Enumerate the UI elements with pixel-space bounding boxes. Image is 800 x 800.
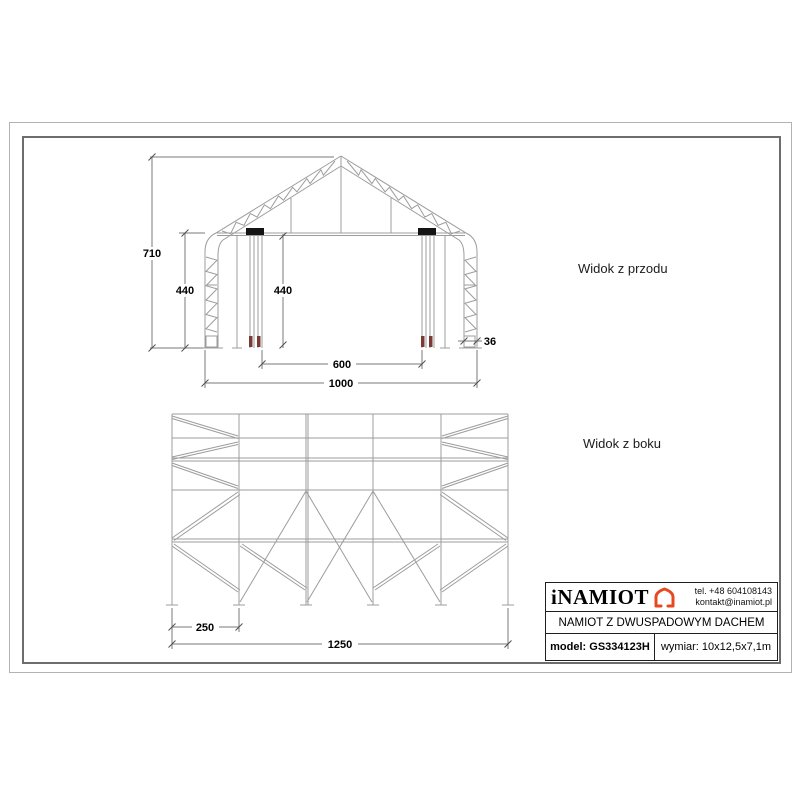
side-view-bracing xyxy=(172,416,508,602)
front-view-label: Widok z przodu xyxy=(578,261,668,276)
side-view-label: Widok z boku xyxy=(583,436,662,451)
model-cell xyxy=(546,634,655,660)
dim-profile-width: 36 xyxy=(483,336,497,348)
product-name: NAMIOT Z DWUSPADOWYM DACHEM xyxy=(546,612,777,634)
side-view-drawing xyxy=(166,414,514,651)
email-address: kontakt@inamiot.pl xyxy=(695,597,772,607)
front-view-dimension-lines xyxy=(150,157,482,388)
door-connector-block-left xyxy=(246,228,264,235)
size-cell xyxy=(655,634,777,660)
door-post-anchors xyxy=(249,336,433,347)
phone-number: tel. +48 604108143 xyxy=(694,586,772,596)
title-block-bottom-row xyxy=(546,634,777,660)
title-block-logo-row xyxy=(546,583,777,612)
brand-logo-text: iNAMIOT xyxy=(551,584,649,609)
dim-door-height: 440 xyxy=(273,285,293,297)
dim-bay-width: 250 xyxy=(195,622,215,634)
contact-info xyxy=(695,586,772,608)
size-value: 10x12,5x7,1m xyxy=(701,641,772,653)
size-label: wymiar: xyxy=(660,641,699,653)
front-view-dimension-labels xyxy=(138,247,498,390)
front-view-drawing xyxy=(138,154,498,391)
model-value: GS334123H xyxy=(589,641,650,653)
tent-house-icon xyxy=(652,586,677,609)
dim-eave-height: 440 xyxy=(175,285,195,297)
side-view-dimension-labels xyxy=(192,621,358,651)
dim-total-width: 1000 xyxy=(328,378,354,390)
front-view-dimension-ticks xyxy=(149,154,481,387)
front-view-frame xyxy=(217,167,465,348)
dim-total-height: 710 xyxy=(142,248,162,260)
title-block xyxy=(545,582,778,661)
model-label: model: xyxy=(550,641,587,653)
dim-total-length: 1250 xyxy=(327,639,353,651)
door-connector-block-right xyxy=(418,228,436,235)
dim-door-width: 600 xyxy=(332,359,352,371)
